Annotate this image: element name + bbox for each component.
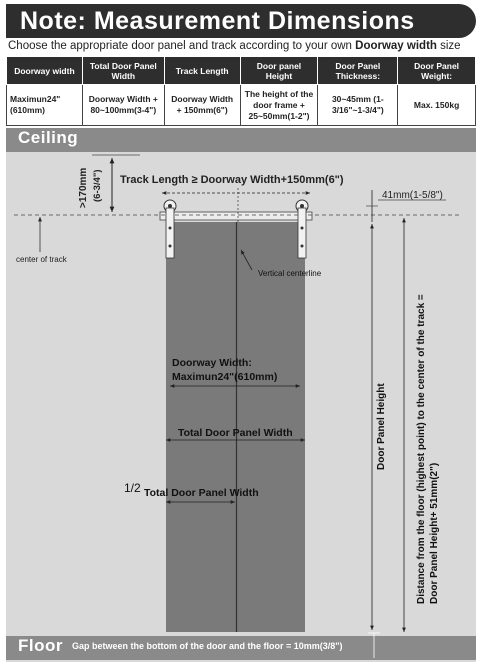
spec-cell: Doorway Width + 80~100mm(3-4") <box>82 85 164 126</box>
hanger-right <box>296 200 308 258</box>
track-rail <box>160 212 312 220</box>
floor-label: Floor <box>18 636 63 655</box>
spec-header: Door Panel Weight: <box>398 57 476 85</box>
subtitle-bold: Doorway width <box>355 40 437 52</box>
spec-header: Track Length <box>164 57 240 85</box>
track-length-label: Track Length ≥ Doorway Width+150mm(6") <box>120 174 344 186</box>
floor-gap-label: Gap between the bottom of the door and the floor = 10mm(3/8") <box>72 641 343 651</box>
spec-cell: Max. 150kg <box>398 85 476 126</box>
floor-distance-label-2: Door Panel Height+ 51mm(2") <box>429 462 440 604</box>
page-title: Note: Measurement Dimensions <box>20 7 415 35</box>
half-panel-width-label: Total Door Panel Width <box>144 487 259 499</box>
total-panel-width-label: Total Door Panel Width <box>178 427 293 439</box>
ceiling-clearance-inch-label: (6-3/4") <box>92 169 103 202</box>
spec-cell: Maximun24" (610mm) <box>7 85 83 126</box>
hanger-left <box>164 200 176 258</box>
ceiling-label: Ceiling <box>18 128 79 147</box>
spec-cell: The height of the door frame + 25~50mm(1-2") <box>240 85 318 126</box>
hanger-offset-label: 41mm(1-5/8") <box>382 190 443 201</box>
vertical-centerline-label: Vertical centerline <box>258 269 322 278</box>
spec-header: Door panel Height <box>240 57 318 85</box>
spec-header: Total Door Panel Width <box>82 57 164 85</box>
spec-cell: Doorway Width + 150mm(6") <box>164 85 240 126</box>
half-mark: 1/2 <box>124 481 141 495</box>
subtitle-prefix: Choose the appropriate door panel and track according to your own <box>8 40 356 52</box>
subtitle-suffix: size <box>436 40 461 52</box>
doorway-width-label-1: Doorway Width: <box>172 357 252 369</box>
center-of-track-label: center of track <box>16 255 67 264</box>
door-panel-height-label: Door Panel Height <box>376 383 387 470</box>
spec-header: Door Panel Thickness: <box>318 57 398 85</box>
doorway-width-label-2: Maximun24"(610mm) <box>172 371 278 383</box>
spec-header: Doorway width <box>7 57 83 85</box>
floor-distance-label-1: Distance from the floor (highest point) to the center of the track = <box>416 294 427 604</box>
spec-cell: 30~45mm (1-3/16"~1-3/4") <box>318 85 398 126</box>
ceiling-clearance-label: >170mm <box>78 167 89 208</box>
